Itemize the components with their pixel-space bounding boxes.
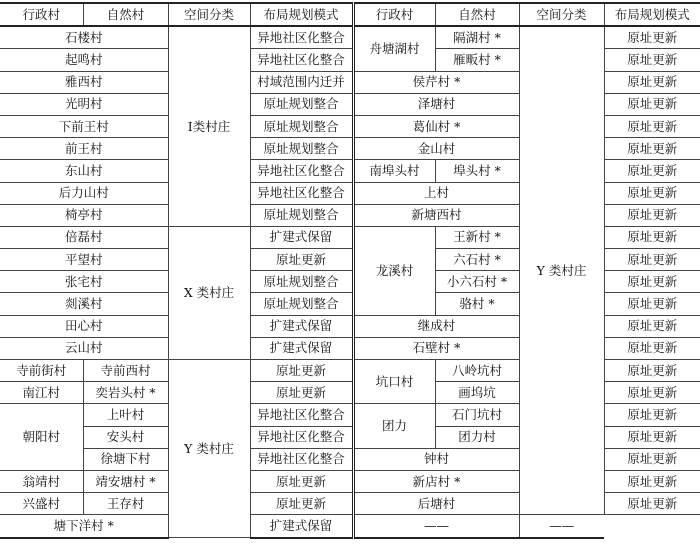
village-cell: 钟村 — [353, 448, 519, 470]
natural-village-cell: 八岭坑村 — [435, 360, 519, 382]
village-cell: 倍磊村 — [0, 226, 168, 248]
village-cell: 张宅村 — [0, 271, 168, 293]
header-row — [0, 3, 700, 26]
natural-village-cell: 安头村 — [83, 426, 168, 448]
layout-mode-cell: 原址规划整合 — [250, 138, 353, 160]
admin-village-cell: 朝阳村 — [0, 404, 83, 471]
natural-village-cell: 隔湖村 * — [435, 26, 519, 49]
layout-mode-cell: 异地社区化整合 — [250, 160, 353, 182]
layout-mode-cell: 原址更新 — [604, 115, 700, 137]
village-planning-table — [0, 2, 700, 539]
space-class-cell: X 类村庄 — [168, 226, 250, 359]
header-natural-village: 自然村 — [435, 3, 519, 26]
layout-mode-cell: 异地社区化整合 — [250, 26, 353, 49]
village-cell: 金山村 — [353, 138, 519, 160]
village-cell: 田心村 — [0, 315, 168, 337]
space-class-cell: Y 类村庄 — [519, 26, 604, 515]
admin-village-cell: 兴盛村 — [0, 493, 83, 515]
village-cell: 云山村 — [0, 337, 168, 359]
layout-mode-cell: —— — [519, 515, 604, 538]
layout-mode-cell: 原址更新 — [250, 249, 353, 271]
village-cell: 继成村 — [353, 315, 519, 337]
header-admin-village: 行政村 — [353, 3, 435, 26]
layout-mode-cell: 原址规划整合 — [250, 93, 353, 115]
layout-mode-cell: 原址更新 — [604, 360, 700, 382]
natural-village-cell: 奕岩头村 * — [83, 382, 168, 404]
natural-village-cell: 雁畈村 * — [435, 49, 519, 71]
header-layout-mode: 布局规划模式 — [250, 3, 353, 26]
layout-mode-cell: 原址更新 — [604, 448, 700, 470]
admin-village-cell: 舟塘湖村 — [353, 26, 435, 71]
layout-mode-cell: 原址更新 — [250, 360, 353, 382]
layout-mode-cell: 原址规划整合 — [250, 115, 353, 137]
village-cell: 雅西村 — [0, 71, 168, 93]
layout-mode-cell: 原址更新 — [604, 470, 700, 492]
header-space-class: 空间分类 — [519, 3, 604, 26]
natural-village-cell: 王存村 — [83, 493, 168, 515]
layout-mode-cell: 原址更新 — [604, 493, 700, 515]
layout-mode-cell: 原址更新 — [604, 337, 700, 359]
natural-village-cell: 画坞坑 — [435, 382, 519, 404]
space-class-cell: Ⅰ类村庄 — [168, 26, 250, 226]
natural-village-cell: 王新村 * — [435, 226, 519, 248]
layout-mode-cell: 原址更新 — [604, 426, 700, 448]
layout-mode-cell: 原址更新 — [250, 382, 353, 404]
layout-mode-cell: 原址规划整合 — [250, 204, 353, 226]
village-cell: 后力山村 — [0, 182, 168, 204]
village-cell: 后塘村 — [353, 493, 519, 515]
admin-village-cell: 南江村 — [0, 382, 83, 404]
village-cell: 葛仙村 * — [353, 115, 519, 137]
village-cell: 东山村 — [0, 160, 168, 182]
layout-mode-cell: 原址更新 — [604, 182, 700, 204]
layout-mode-cell: 原址更新 — [604, 293, 700, 315]
layout-mode-cell: 扩建式保留 — [250, 315, 353, 337]
layout-mode-cell: 原址更新 — [604, 315, 700, 337]
admin-village-cell: 南埠头村 — [353, 160, 435, 182]
village-cell: 上村 — [353, 182, 519, 204]
layout-mode-cell: 原址更新 — [604, 204, 700, 226]
village-cell: 泽塘村 — [353, 93, 519, 115]
natural-village-cell: 靖安塘村 * — [83, 470, 168, 492]
admin-village-cell: 坑口村 — [353, 360, 435, 404]
layout-mode-cell: 原址更新 — [604, 93, 700, 115]
natural-village-cell: 上叶村 — [83, 404, 168, 426]
village-cell: —— — [353, 515, 519, 538]
layout-mode-cell: 原址更新 — [604, 160, 700, 182]
natural-village-cell: 石门坑村 — [435, 404, 519, 426]
natural-village-cell: 寺前西村 — [83, 360, 168, 382]
layout-mode-cell: 原址更新 — [604, 71, 700, 93]
layout-mode-cell: 原址更新 — [604, 26, 700, 49]
admin-village-cell: 龙溪村 — [353, 226, 435, 315]
natural-village-cell: 团力村 — [435, 426, 519, 448]
table-row — [0, 515, 700, 538]
admin-village-cell: 寺前街村 — [0, 360, 83, 382]
layout-mode-cell: 原址规划整合 — [250, 293, 353, 315]
header-layout-mode: 布局规划模式 — [604, 3, 700, 26]
layout-mode-cell: 异地社区化整合 — [250, 448, 353, 470]
layout-mode-cell: 原址更新 — [250, 470, 353, 492]
village-cell: 下前王村 — [0, 115, 168, 137]
layout-mode-cell: 原址更新 — [604, 49, 700, 71]
layout-mode-cell: 原址更新 — [604, 226, 700, 248]
village-cell: 新店村 * — [353, 470, 519, 492]
layout-mode-cell: 异地社区化整合 — [250, 49, 353, 71]
village-cell: 石壁村 * — [353, 337, 519, 359]
village-cell: 起鸣村 — [0, 49, 168, 71]
natural-village-cell: 骆村 * — [435, 293, 519, 315]
village-cell: 光明村 — [0, 93, 168, 115]
natural-village-cell: 埠头村 * — [435, 160, 519, 182]
admin-village-cell: 翁靖村 — [0, 470, 83, 492]
layout-mode-cell: 扩建式保留 — [250, 337, 353, 359]
header-admin-village: 行政村 — [0, 3, 83, 26]
layout-mode-cell: 村域范围内迁并 — [250, 71, 353, 93]
layout-mode-cell: 异地社区化整合 — [250, 426, 353, 448]
table-row — [0, 26, 700, 49]
village-cell: 平望村 — [0, 249, 168, 271]
layout-mode-cell: 扩建式保留 — [250, 226, 353, 248]
layout-mode-cell: 异地社区化整合 — [250, 182, 353, 204]
space-class-cell: Y 类村庄 — [168, 360, 250, 538]
layout-mode-cell: 原址更新 — [604, 138, 700, 160]
village-cell: 石楼村 — [0, 26, 168, 49]
natural-village-cell: 徐塘下村 — [83, 448, 168, 470]
layout-mode-cell: 原址更新 — [604, 382, 700, 404]
layout-mode-cell: 异地社区化整合 — [250, 404, 353, 426]
natural-village-cell: 小六石村 * — [435, 271, 519, 293]
header-space-class: 空间分类 — [168, 3, 250, 26]
header-natural-village: 自然村 — [83, 3, 168, 26]
natural-village-cell: 六石村 * — [435, 249, 519, 271]
layout-mode-cell: 原址更新 — [250, 493, 353, 515]
layout-mode-cell: 原址更新 — [604, 404, 700, 426]
village-cell: 塘下洋村 * — [0, 515, 168, 538]
layout-mode-cell: 原址更新 — [604, 271, 700, 293]
village-cell: 新塘西村 — [353, 204, 519, 226]
admin-village-cell: 团力 — [353, 404, 435, 448]
village-cell: 侯芹村 * — [353, 71, 519, 93]
village-cell: 剡溪村 — [0, 293, 168, 315]
layout-mode-cell: 扩建式保留 — [250, 515, 353, 538]
layout-mode-cell: 原址更新 — [604, 249, 700, 271]
village-cell: 前王村 — [0, 138, 168, 160]
layout-mode-cell: 原址规划整合 — [250, 271, 353, 293]
village-cell: 椅亭村 — [0, 204, 168, 226]
